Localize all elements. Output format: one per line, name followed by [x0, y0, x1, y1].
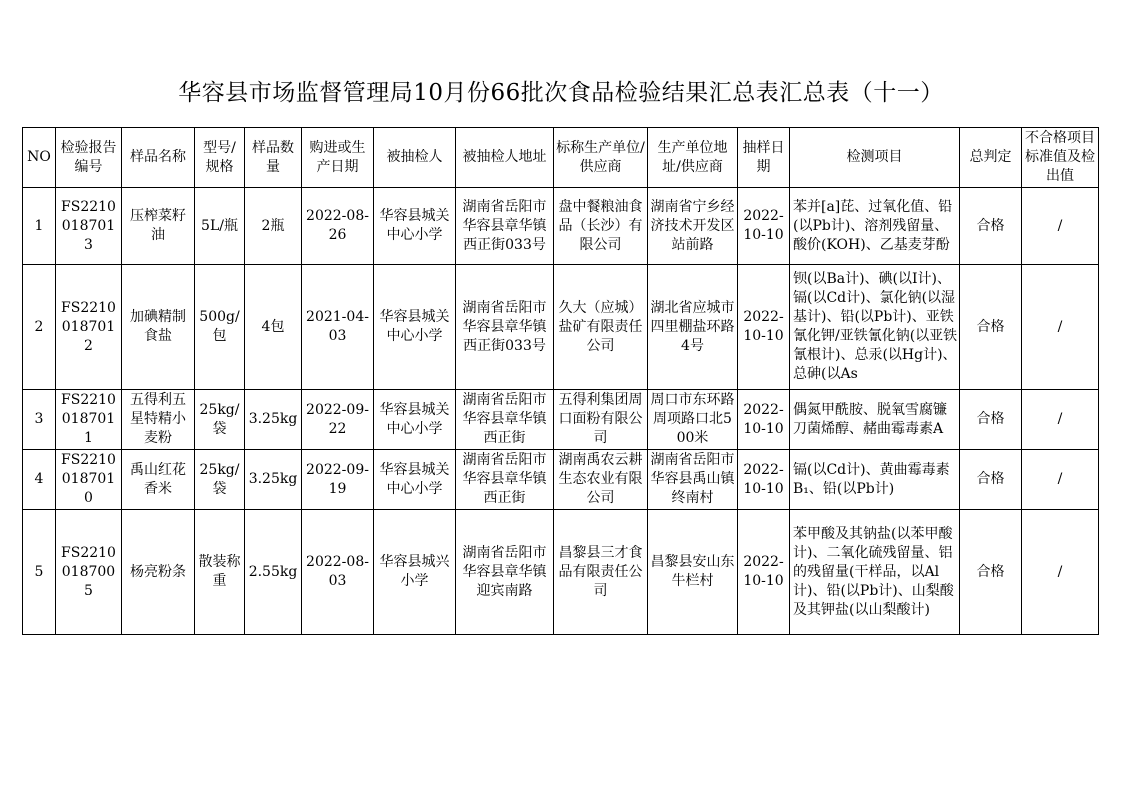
- cell-sample-name: 加碘精制食盐: [122, 265, 195, 390]
- cell-purchase-date: 2022-08-03: [302, 510, 374, 635]
- cell-quantity: 2瓶: [245, 188, 302, 265]
- cell-manufacturer-address: 周口市东环路周项路口北500米: [648, 390, 738, 450]
- cell-sample-name: 压榨菜籽油: [122, 188, 195, 265]
- cell-verdict: 合格: [960, 510, 1022, 635]
- cell-sampling-date: 2022-10-10: [738, 188, 790, 265]
- cell-inspected-party: 华容县城兴小学: [374, 510, 456, 635]
- page-title: 华容县市场监督管理局10月份66批次食品检验结果汇总表汇总表（十一）: [178, 80, 944, 106]
- cell-no: 1: [23, 188, 56, 265]
- cell-report-no: FS22100187013: [56, 188, 122, 265]
- cell-test-items: 苯并[a]芘、过氧化值、铅(以Pb计)、溶剂残留量、酸价(KOH)、乙基麦芽酚: [790, 188, 960, 265]
- cell-purchase-date: 2022-09-19: [302, 450, 374, 510]
- cell-verdict: 合格: [960, 265, 1022, 390]
- cell-nonconforming: /: [1022, 265, 1099, 390]
- header-manufacturer: 标称生产单位/供应商: [554, 128, 648, 188]
- cell-verdict: 合格: [960, 450, 1022, 510]
- cell-spec: 25kg/袋: [195, 390, 245, 450]
- cell-inspected-address: 湖南省岳阳市华容县章华镇西正街: [456, 450, 554, 510]
- cell-inspected-address: 湖南省岳阳市华容县章华镇迎宾南路: [456, 510, 554, 635]
- header-inspected-address: 被抽检人地址: [456, 128, 554, 188]
- cell-manufacturer-address: 湖南省岳阳市华容县禹山镇终南村: [648, 450, 738, 510]
- cell-report-no: FS22100187012: [56, 265, 122, 390]
- cell-purchase-date: 2022-09-22: [302, 390, 374, 450]
- cell-test-items: 偶氮甲酰胺、脱氧雪腐镰刀菌烯醇、赭曲霉毒素A: [790, 390, 960, 450]
- table-row: [23, 450, 1099, 510]
- cell-no: 5: [23, 510, 56, 635]
- header-spec: 型号/规格: [195, 128, 245, 188]
- cell-manufacturer-address: 昌黎县安山东牛栏村: [648, 510, 738, 635]
- cell-nonconforming: /: [1022, 390, 1099, 450]
- cell-spec: 500g/包: [195, 265, 245, 390]
- header-sampling-date: 抽样日期: [738, 128, 790, 188]
- cell-no: 3: [23, 390, 56, 450]
- cell-manufacturer: 昌黎县三才食品有限责任公司: [554, 510, 648, 635]
- cell-spec: 25kg/袋: [195, 450, 245, 510]
- cell-sample-name: 禹山红花香米: [122, 450, 195, 510]
- table-row: [23, 390, 1099, 450]
- cell-spec: 散装称重: [195, 510, 245, 635]
- cell-sampling-date: 2022-10-10: [738, 510, 790, 635]
- cell-purchase-date: 2021-04-03: [302, 265, 374, 390]
- cell-quantity: 3.25kg: [245, 390, 302, 450]
- cell-manufacturer: 五得利集团周口面粉有限公司: [554, 390, 648, 450]
- cell-inspected-address: 湖南省岳阳市华容县章华镇西正街033号: [456, 265, 554, 390]
- cell-no: 2: [23, 265, 56, 390]
- table-row: [23, 510, 1099, 635]
- cell-inspected-party: 华容县城关中心小学: [374, 265, 456, 390]
- table-header-row: [23, 128, 1099, 188]
- cell-nonconforming: /: [1022, 450, 1099, 510]
- header-sample-name: 样品名称: [122, 128, 195, 188]
- header-test-items: 检测项目: [790, 128, 960, 188]
- cell-purchase-date: 2022-08-26: [302, 188, 374, 265]
- cell-quantity: 2.55kg: [245, 510, 302, 635]
- cell-test-items: 镉(以Cd计)、黄曲霉毒素B₁、铅(以Pb计): [790, 450, 960, 510]
- table-row: [23, 188, 1099, 265]
- cell-manufacturer: 久大（应城）盐矿有限责任公司: [554, 265, 648, 390]
- cell-nonconforming: /: [1022, 188, 1099, 265]
- cell-sampling-date: 2022-10-10: [738, 390, 790, 450]
- cell-sampling-date: 2022-10-10: [738, 265, 790, 390]
- cell-quantity: 3.25kg: [245, 450, 302, 510]
- cell-report-no: FS22100187005: [56, 510, 122, 635]
- cell-manufacturer-address: 湖南省宁乡经济技术开发区站前路: [648, 188, 738, 265]
- cell-verdict: 合格: [960, 188, 1022, 265]
- cell-inspected-party: 华容县城关中心小学: [374, 188, 456, 265]
- cell-nonconforming: /: [1022, 510, 1099, 635]
- header-verdict: 总判定: [960, 128, 1022, 188]
- header-purchase-date: 购进或生产日期: [302, 128, 374, 188]
- cell-quantity: 4包: [245, 265, 302, 390]
- cell-sampling-date: 2022-10-10: [738, 450, 790, 510]
- header-report-no: 检验报告编号: [56, 128, 122, 188]
- cell-manufacturer: 湖南禹农云耕生态农业有限公司: [554, 450, 648, 510]
- cell-test-items: 苯甲酸及其钠盐(以苯甲酸计)、二氧化硫残留量、铝的残留量(干样品，以Al计)、铅(以Pb计)、山梨酸及其钾盐(以山梨酸计): [790, 510, 960, 635]
- results-table: [22, 127, 1099, 635]
- cell-inspected-party: 华容县城关中心小学: [374, 390, 456, 450]
- cell-spec: 5L/瓶: [195, 188, 245, 265]
- header-quantity: 样品数量: [245, 128, 302, 188]
- table-row: [23, 265, 1099, 390]
- cell-inspected-party: 华容县城关中心小学: [374, 450, 456, 510]
- cell-manufacturer: 盘中餐粮油食品（长沙）有限公司: [554, 188, 648, 265]
- header-no: NO: [23, 128, 56, 188]
- cell-inspected-address: 湖南省岳阳市华容县章华镇西正街033号: [456, 188, 554, 265]
- cell-manufacturer-address: 湖北省应城市四里棚盐环路4号: [648, 265, 738, 390]
- header-inspected-party: 被抽检人: [374, 128, 456, 188]
- header-nonconforming: 不合格项目标准值及检出值: [1022, 128, 1099, 188]
- cell-report-no: FS22100187011: [56, 390, 122, 450]
- cell-report-no: FS22100187010: [56, 450, 122, 510]
- cell-test-items: 钡(以Ba计)、碘(以I计)、镉(以Cd计)、氯化钠(以湿基计)、铅(以Pb计)、亚铁氰化钾/亚铁氰化钠(以亚铁氰根计)、总汞(以Hg计)、总砷(以As: [790, 265, 960, 390]
- cell-inspected-address: 湖南省岳阳市华容县章华镇西正街: [456, 390, 554, 450]
- header-manufacturer-address: 生产单位地址/供应商: [648, 128, 738, 188]
- cell-sample-name: 杨亮粉条: [122, 510, 195, 635]
- cell-sample-name: 五得利五星特精小麦粉: [122, 390, 195, 450]
- cell-verdict: 合格: [960, 390, 1022, 450]
- cell-no: 4: [23, 450, 56, 510]
